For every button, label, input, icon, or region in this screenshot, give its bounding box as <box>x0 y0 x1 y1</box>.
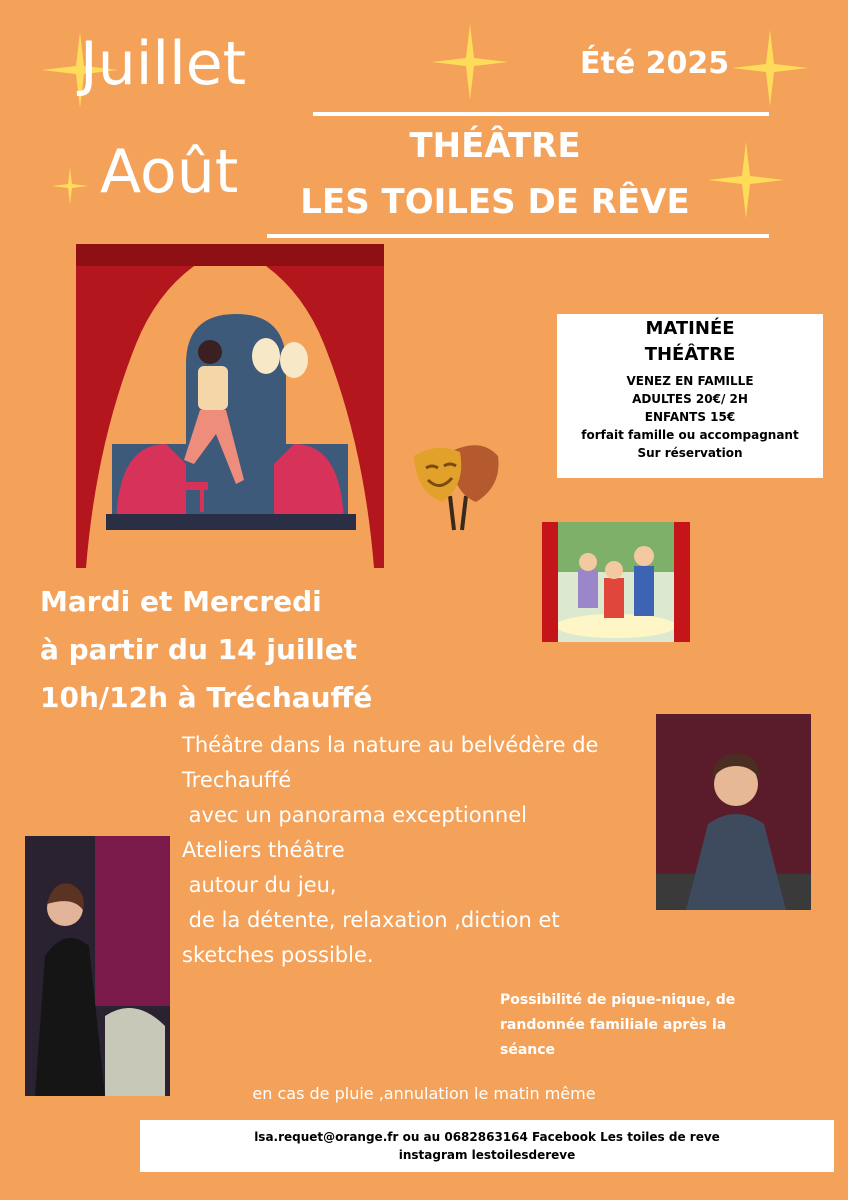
description <box>182 728 652 973</box>
month-july: Juillet <box>80 29 247 99</box>
sparkle-icon <box>706 140 786 220</box>
matinee-subtitle: THÉÂTRE <box>644 344 736 365</box>
description-line: avec un panorama exceptionnel <box>182 803 527 827</box>
picnic-note <box>500 988 790 1063</box>
description-line: sketches possible. <box>182 943 374 967</box>
matinee-info-box <box>557 314 823 478</box>
time-location: 10h/12h à Tréchauffé <box>40 681 373 714</box>
picnic-line: Possibilité de pique-nique, de <box>500 992 736 1008</box>
description-line: Trechauffé <box>182 768 292 792</box>
divider-bottom <box>267 234 769 238</box>
sparkle-icon <box>50 166 90 206</box>
kids-stage-illustration <box>542 522 690 642</box>
child-price: ENFANTS 15€ <box>644 410 736 424</box>
matinee-title: MATINÉE <box>645 318 735 339</box>
family-invite: VENEZ EN FAMILLE <box>626 374 754 388</box>
start-date: à partir du 14 juillet <box>40 633 358 666</box>
picnic-line: séance <box>500 1042 556 1058</box>
rain-notice: en cas de pluie ,annulation le matin même <box>252 1084 596 1103</box>
title-theatre: THÉÂTRE <box>409 126 581 166</box>
picnic-line: randonnée familiale après la <box>500 1017 727 1033</box>
description-line: Théâtre dans la nature au belvédère de <box>182 733 599 757</box>
contact-details: lsa.requet@orange.fr ou au 0682863164 Facebook Les toiles de reve <box>254 1130 720 1144</box>
contact-box <box>140 1120 834 1172</box>
sparkle-icon <box>730 28 810 108</box>
divider-top <box>313 112 769 116</box>
instructor-photo <box>656 714 811 910</box>
reservation-note: Sur réservation <box>637 446 743 460</box>
instagram-handle: instagram lestoilesdereve <box>398 1148 576 1162</box>
days-label: Mardi et Mercredi <box>40 585 322 618</box>
stage-illustration <box>76 244 384 568</box>
family-package: forfait famille ou accompagnant <box>581 428 799 442</box>
title-company: LES TOILES DE RÊVE <box>300 182 690 222</box>
sparkle-icon <box>430 22 510 102</box>
season-label: Été 2025 <box>580 46 730 81</box>
description-line: autour du jeu, <box>182 873 337 897</box>
theatre-masks-icon <box>410 436 502 532</box>
description-line: Ateliers théâtre <box>182 838 345 862</box>
description-line: de la détente, relaxation ,diction et <box>182 908 560 932</box>
performer-photo <box>25 836 170 1096</box>
month-august: Août <box>100 137 239 207</box>
adult-price: ADULTES 20€/ 2H <box>632 392 748 406</box>
